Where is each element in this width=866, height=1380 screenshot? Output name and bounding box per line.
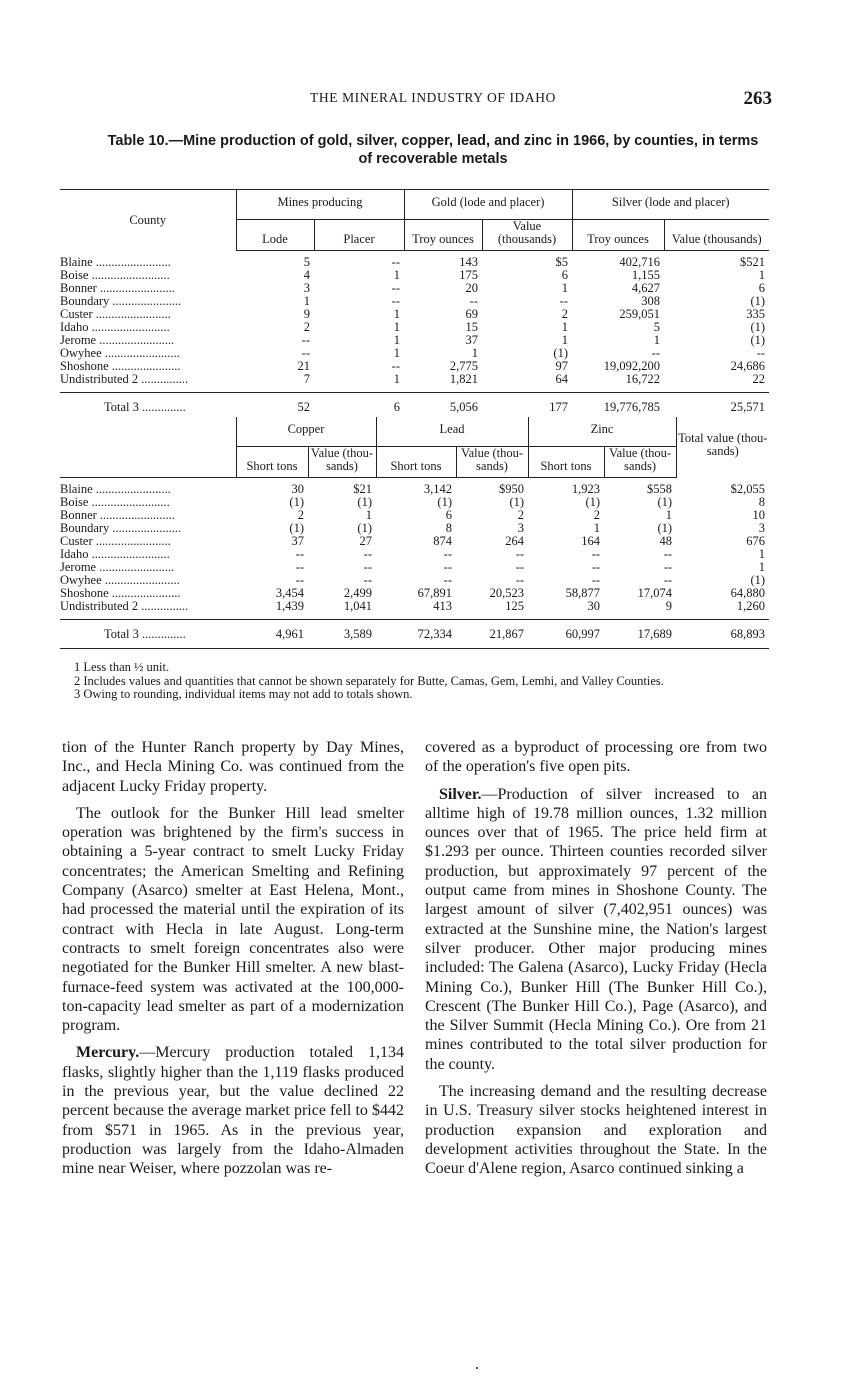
county-cell: Total 3 ..............: [60, 620, 236, 649]
value-cell: 10: [752, 508, 766, 522]
value-cell: 60,997: [528, 620, 604, 649]
value-cell: 37: [465, 333, 478, 347]
value-cell: 259,051: [619, 307, 660, 321]
column-header: Value (thousands): [664, 220, 769, 251]
value-cell: 20,523: [489, 586, 525, 600]
column-header: Total value (thou-sands): [676, 417, 769, 478]
group-header: Copper: [236, 417, 376, 447]
paragraph: covered as a byproduct of processing ore from two of the operation's five open pits.: [425, 739, 767, 776]
county-cell: Owyhee ........................: [60, 574, 180, 587]
running-title: THE MINERAL INDUSTRY OF IDAHO: [310, 90, 556, 105]
county-cell: Bonner ........................: [60, 282, 175, 295]
value-cell: 1: [303, 294, 310, 308]
county-cell: Jerome ........................: [60, 561, 175, 574]
value-cell: 1: [471, 346, 478, 360]
value-cell: 1,923: [571, 482, 601, 496]
value-cell: 2,499: [343, 586, 372, 600]
value-cell: 52: [297, 400, 310, 414]
value-cell: 413: [376, 600, 456, 620]
value-cell: 9: [604, 600, 676, 620]
value-cell: 1: [314, 373, 404, 393]
value-cell: 308: [641, 294, 660, 308]
county-cell: Shoshone ......................: [60, 587, 181, 600]
value-cell: 1: [561, 333, 568, 347]
value-cell: 20: [465, 281, 478, 295]
value-cell: (1): [657, 495, 673, 509]
run-in-heading: Mercury.: [76, 1044, 140, 1062]
value-cell: 97: [555, 359, 568, 373]
paragraph-text: —Mercury production totaled 1,134 flasks, slightly higher than the 1,119 flasks produced in the previous year, but the value declined 22 percent because the average market price fell to $442 from $571 in 1965. As in the previous year, production was largely from the Idaho-Almaden mine near Weiser, where pozzolan was re-: [62, 1044, 404, 1178]
value-cell: (1): [657, 521, 673, 535]
value-cell: 6: [758, 281, 766, 295]
county-header: County: [129, 212, 167, 227]
value-cell: 2: [303, 320, 310, 334]
value-cell: (1): [553, 346, 568, 360]
value-cell: 19,776,785: [603, 400, 660, 414]
table-row: [60, 478, 769, 497]
value-cell: 1: [593, 521, 601, 535]
value-cell: 3,142: [423, 482, 452, 496]
county-cell: Boise .........................: [60, 269, 170, 282]
value-cell: 64: [482, 373, 572, 393]
value-cell: 676: [746, 534, 766, 548]
county-cell: Shoshone ......................: [60, 360, 181, 373]
group-header: Silver (lode and placer): [572, 190, 769, 220]
value-cell: 3,454: [275, 586, 304, 600]
value-cell: 25,571: [730, 400, 766, 414]
table-row: [60, 334, 769, 347]
value-cell: 6: [393, 400, 400, 414]
value-cell: --: [363, 573, 372, 587]
value-cell: --: [591, 560, 601, 574]
page-number: 263: [743, 88, 772, 109]
paragraph: [62, 1043, 404, 1178]
value-cell: 1,439: [236, 600, 308, 620]
county-cell: Owyhee ........................: [60, 347, 180, 360]
value-cell: 335: [746, 307, 766, 321]
county-cell: Custer ........................: [60, 308, 171, 321]
value-cell: (1): [750, 294, 766, 308]
value-cell: 27: [359, 534, 372, 548]
value-cell: 17,689: [604, 620, 676, 649]
table-row: [60, 295, 769, 308]
value-cell: (1): [289, 495, 304, 509]
value-cell: $2,055: [730, 482, 766, 496]
county-cell: Undistributed 2 ...............: [60, 373, 236, 393]
value-cell: (1): [750, 333, 766, 347]
value-cell: 19,092,200: [603, 359, 660, 373]
value-cell: 874: [433, 534, 452, 548]
value-cell: (1): [750, 573, 766, 587]
column-header: Troy ounces: [404, 220, 482, 251]
value-cell: 1: [365, 508, 372, 522]
value-cell: 402,716: [619, 255, 660, 269]
county-cell: Total 3 ..............: [104, 400, 186, 414]
value-cell: 37: [291, 534, 304, 548]
value-cell: 24,686: [730, 359, 766, 373]
value-cell: 2: [593, 508, 601, 522]
value-cell: $5: [555, 255, 568, 269]
paragraph: [425, 785, 767, 1074]
county-header-blank: [60, 417, 236, 447]
value-cell: 177: [549, 400, 568, 414]
county-cell: Boundary ......................: [60, 522, 182, 535]
value-cell: --: [559, 294, 568, 308]
table-row: [60, 561, 769, 574]
value-cell: $21: [353, 482, 372, 496]
table-body: [60, 478, 769, 649]
value-cell: 1: [393, 268, 400, 282]
value-cell: 16,722: [572, 373, 664, 393]
table-row: [60, 600, 769, 620]
value-cell: 5: [653, 320, 660, 334]
table-row: [60, 373, 769, 393]
value-cell: 67,891: [417, 586, 452, 600]
value-cell: 3: [517, 521, 525, 535]
value-cell: 2,775: [449, 359, 478, 373]
group-header: Lead: [376, 417, 528, 447]
county-cell: Jerome ........................: [60, 334, 175, 347]
value-cell: (1): [509, 495, 525, 509]
value-cell: 9: [303, 307, 310, 321]
table-caption: Table 10.—Mine production of gold, silver, copper, lead, and zinc in 1966, by counties, in terms of recoverable metals: [107, 133, 759, 167]
value-cell: 1,155: [631, 268, 660, 282]
page-speck: [476, 1367, 478, 1369]
column-header: Value (thousands): [482, 220, 572, 251]
paragraph: The outlook for the Bunker Hill lead smelter operation was brightened by the firm's success in obtaining a 5-year contract to smelt Lucky Friday concentrates; the American Smelting and Refining Company (Asarco) smelter at East Helena, Mont., had processed the material until the expiration of its contract with Hecla in late August. Long-term contracts to smelt foreign concentrates also were negotiated for the Bunker Hill smelter. A new blast-furnace-feed system was activated at the 100,000-ton-capacity lead smelter as part of a modernization program.: [62, 804, 404, 1035]
column-header: Short tons: [236, 447, 308, 478]
value-cell: 2: [561, 307, 568, 321]
value-cell: 21,867: [456, 620, 528, 649]
value-cell: --: [591, 573, 601, 587]
value-cell: 69: [465, 307, 478, 321]
production-table-part2: [60, 417, 769, 649]
value-cell: --: [301, 346, 310, 360]
value-cell: --: [295, 547, 304, 561]
value-cell: 8: [758, 495, 766, 509]
body-column-right: [425, 738, 767, 1187]
table-total-row: [60, 620, 769, 649]
column-header: Short tons: [528, 447, 604, 478]
value-cell: (1): [585, 495, 601, 509]
county-cell: Custer ........................: [60, 535, 171, 548]
value-cell: 1: [758, 547, 766, 561]
value-cell: 1: [561, 320, 568, 334]
value-cell: --: [443, 573, 452, 587]
value-cell: 15: [465, 320, 478, 334]
column-header: Troy ounces: [572, 220, 664, 251]
value-cell: 4,627: [631, 281, 660, 295]
value-cell: --: [663, 573, 673, 587]
table-row: [60, 360, 769, 373]
footnote: 2 Includes values and quantities that cannot be shown separately for Butte, Camas, Gem, Lemhi, and Valley Counties.: [74, 673, 664, 688]
table-row: [60, 251, 769, 270]
value-cell: --: [515, 560, 525, 574]
table-row: [60, 535, 769, 548]
value-cell: 1: [665, 508, 673, 522]
value-cell: $950: [499, 482, 525, 496]
column-header: Value (thou-sands): [604, 447, 676, 478]
value-cell: 58,877: [565, 586, 601, 600]
county-cell: Blaine ........................: [60, 255, 171, 269]
value-cell: --: [301, 333, 310, 347]
county-cell: Bonner ........................: [60, 509, 175, 522]
column-header: Value (thou-sands): [308, 447, 376, 478]
column-header: Lode: [236, 220, 314, 251]
value-cell: 2: [297, 508, 304, 522]
value-cell: 175: [459, 268, 478, 282]
table-row: [60, 282, 769, 295]
value-cell: 1: [393, 333, 400, 347]
value-cell: 3: [758, 521, 766, 535]
table-row: [60, 269, 769, 282]
table-row: [60, 548, 769, 561]
value-cell: --: [363, 547, 372, 561]
value-cell: 3,589: [308, 620, 376, 649]
value-cell: 2: [517, 508, 525, 522]
value-cell: (1): [357, 495, 372, 509]
footnote: 3 Owing to rounding, individual items may not add to totals shown.: [74, 687, 413, 701]
value-cell: --: [363, 560, 372, 574]
value-cell: 30: [528, 600, 604, 620]
value-cell: 68,893: [676, 620, 769, 649]
value-cell: (1): [357, 521, 372, 535]
value-cell: --: [591, 547, 601, 561]
value-cell: --: [663, 547, 673, 561]
value-cell: --: [443, 560, 452, 574]
value-cell: 5: [303, 255, 310, 269]
column-header: Placer: [314, 220, 404, 251]
column-header: Short tons: [376, 447, 456, 478]
value-cell: 1: [653, 333, 660, 347]
value-cell: --: [651, 346, 660, 360]
value-cell: 3: [303, 281, 310, 295]
value-cell: (1): [437, 495, 452, 509]
value-cell: --: [295, 573, 304, 587]
paragraph: The increasing demand and the resulting decrease in U.S. Treasury silver stocks heightened interest in production expansion and exploration and development activities throughout the State. In the Coeur d'Alene region, Asarco continued sinking a: [425, 1083, 767, 1178]
group-header: Mines producing: [236, 190, 404, 220]
value-cell: 1: [393, 307, 400, 321]
value-cell: 21: [297, 359, 310, 373]
paragraph-text: —Production of silver increased to an alltime high of 19.78 million ounces, 1.32 million ounces over that of 1965. The price held firm at $1.293 per ounce. Thirteen counties recorded silver production, but approximately 97 percent of the output came from mines in Shoshone County. The largest amount of silver (7,402,951 ounces) was extracted at the Sunshine mine, the Nation's largest silver producer. Other major producing mines included: The Galena (Asarco), Lucky Friday (Hecla Mining Co.), Bunker Hill (The Bunker Hill Co.), Crescent (The Bunker Hill Co.), Page (Asarco), and the Silver Summit (Hecla Mining Co.). Ore from 21 mines contributed to the total silver production for the county.: [425, 785, 767, 1073]
column-header: Value (thou-sands): [456, 447, 528, 478]
footnotes: [60, 661, 768, 702]
value-cell: $558: [647, 482, 673, 496]
county-cell: Blaine ........................: [60, 482, 171, 496]
value-cell: 1: [758, 268, 766, 282]
table-row: [60, 347, 769, 360]
value-cell: 4: [303, 268, 310, 282]
value-cell: 6: [445, 508, 452, 522]
county-header-blank: [60, 447, 236, 478]
value-cell: 125: [456, 600, 528, 620]
value-cell: 30: [291, 482, 304, 496]
value-cell: 72,334: [376, 620, 456, 649]
value-cell: --: [295, 560, 304, 574]
production-table-part1: [60, 189, 769, 421]
table-row: [60, 321, 769, 334]
value-cell: --: [391, 294, 400, 308]
table-body: [60, 251, 769, 422]
value-cell: 1: [393, 346, 400, 360]
value-cell: 4,961: [236, 620, 308, 649]
value-cell: 1,260: [676, 600, 769, 620]
table-row: [60, 496, 769, 509]
table-row: [60, 587, 769, 600]
county-cell: Idaho .........................: [60, 321, 170, 334]
value-cell: 7: [236, 373, 314, 393]
value-cell: 264: [505, 534, 525, 548]
table-row: [60, 308, 769, 321]
run-in-heading: Silver.: [439, 785, 482, 803]
value-cell: 48: [659, 534, 673, 548]
body-column-left: [62, 738, 404, 1187]
county-cell: Boise .........................: [60, 496, 170, 509]
county-cell: Idaho .........................: [60, 548, 170, 561]
value-cell: 64,880: [730, 586, 766, 600]
value-cell: 1,041: [308, 600, 376, 620]
value-cell: (1): [750, 320, 766, 334]
value-cell: --: [391, 281, 400, 295]
value-cell: 1: [393, 320, 400, 334]
value-cell: 5,056: [449, 400, 478, 414]
value-cell: --: [443, 547, 452, 561]
value-cell: 1,821: [404, 373, 482, 393]
value-cell: 164: [581, 534, 601, 548]
footnote: 1 Less than ½ unit.: [74, 660, 170, 674]
value-cell: --: [663, 560, 673, 574]
value-cell: --: [756, 346, 766, 360]
county-cell: Undistributed 2 ...............: [60, 600, 236, 620]
value-cell: 17,074: [637, 586, 673, 600]
value-cell: 1: [561, 281, 568, 295]
value-cell: --: [515, 573, 525, 587]
group-header: Gold (lode and placer): [404, 190, 572, 220]
value-cell: 1: [758, 560, 766, 574]
value-cell: --: [515, 547, 525, 561]
value-cell: 22: [664, 373, 769, 393]
group-header: Zinc: [528, 417, 676, 447]
value-cell: --: [469, 294, 478, 308]
value-cell: 8: [445, 521, 452, 535]
value-cell: --: [391, 255, 400, 269]
paragraph: tion of the Hunter Ranch property by Day Mines, Inc., and Hecla Mining Co. was continued from the adjacent Lucky Friday property.: [62, 739, 404, 795]
value-cell: --: [391, 359, 400, 373]
value-cell: 143: [459, 255, 478, 269]
value-cell: 6: [561, 268, 568, 282]
value-cell: (1): [289, 521, 304, 535]
value-cell: $521: [740, 255, 766, 269]
county-cell: Boundary ......................: [60, 295, 182, 308]
